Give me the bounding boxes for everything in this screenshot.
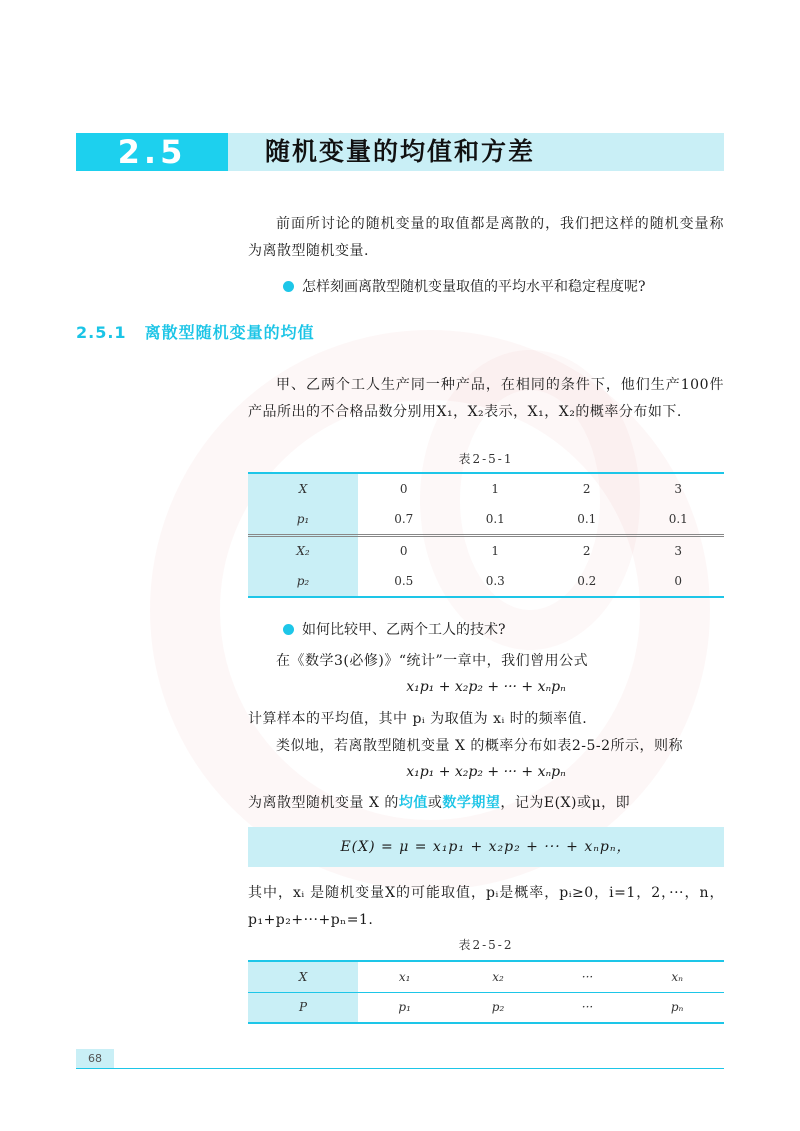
probability-table-1 (248, 472, 724, 598)
table-cell: 0.3 (450, 566, 542, 597)
table-cell: pₙ (630, 992, 724, 1023)
table-header-cell: P (248, 992, 358, 1023)
table-cell: ··· (545, 992, 631, 1023)
table-cell: xₙ (630, 961, 724, 992)
table-cell: x₂ (451, 961, 544, 992)
subsection-title: 离散型随机变量的均值 (144, 323, 315, 342)
paragraph-textbook-reference: 在《数学3(必修)》“统计”一章中，我们曾用公式 (276, 653, 589, 669)
intro-paragraph: 前面所讨论的随机变量的取值都是离散的，我们把这样的随机变量称为离散型随机变量. (248, 216, 724, 259)
table-cell: 0 (358, 473, 450, 504)
table-cell: 3 (633, 473, 725, 504)
paragraph-conditions: 其中，xᵢ 是随机变量X的可能取值，pᵢ是概率，pᵢ≥0，i=1，2，···，n，p₁+p₂+···+pₙ=1. (248, 885, 724, 928)
paragraph-definition (248, 790, 724, 817)
table-cell: 3 (633, 535, 725, 566)
table-cell: 0.7 (394, 511, 414, 526)
table-cell: 0.1 (485, 511, 505, 526)
table-cell: ··· (545, 961, 631, 992)
term-mean: 均值 (398, 795, 428, 811)
table-header-cell: p₂ (248, 566, 358, 597)
bullet-icon (283, 281, 294, 292)
table-cell: 0 (633, 566, 725, 597)
table-1-caption: 表2-5-1 (458, 452, 514, 466)
section-title: 随机变量的均值和方差 (265, 137, 536, 166)
subsection-number: 2.5.1 (76, 323, 127, 342)
table-cell: p₂ (451, 992, 544, 1023)
definition-text: 为离散型随机变量 X 的 (248, 795, 399, 811)
table-cell: 2 (541, 473, 633, 504)
probability-table-2 (248, 960, 724, 1024)
table-cell: 0 (358, 535, 450, 566)
table-header-cell: X (248, 961, 358, 992)
table-cell: 1 (450, 473, 542, 504)
definition-text: ，记为E(X)或μ，即 (500, 795, 631, 811)
table-header-cell: X (248, 473, 358, 504)
table-row (248, 961, 724, 992)
question-1-text: 怎样刻画离散型随机变量取值的平均水平和稳定程度呢? (302, 279, 646, 295)
formula-expectation-sum: x₁p₁ + x₂p₂ + ··· + xₙpₙ (406, 764, 566, 780)
table-cell: 0.1 (668, 511, 688, 526)
table-header-cell: p₁ (248, 504, 358, 535)
section-number: 2.5 (76, 133, 228, 171)
table-cell: 1 (450, 535, 542, 566)
question-2 (283, 619, 506, 641)
table-row (248, 566, 724, 597)
page-number: 68 (76, 1049, 114, 1069)
formula-sample-mean: x₁p₁ + x₂p₂ + ··· + xₙpₙ (406, 679, 566, 695)
bullet-icon (283, 624, 294, 635)
definition-text: 或 (427, 795, 443, 811)
table-cell: p₁ (358, 992, 451, 1023)
table-row (248, 535, 724, 566)
table-cell: 0.2 (541, 566, 633, 597)
question-2-text: 如何比较甲、乙两个工人的技术? (302, 622, 506, 638)
subsection-heading (76, 320, 315, 343)
table-cell: 0.5 (358, 566, 450, 597)
table-2-caption: 表2-5-2 (458, 938, 514, 952)
table-header-cell: X₂ (248, 535, 358, 566)
expectation-formula-box: E(X) = μ = x₁p₁ + x₂p₂ + ··· + xₙpₙ， (248, 827, 724, 867)
table-cell: x₁ (358, 961, 451, 992)
paragraph-similarly: 类似地，若离散型随机变量 X 的概率分布如表2-5-2所示，则称 (276, 738, 684, 754)
table-cell: 2 (541, 535, 633, 566)
footer-divider (76, 1068, 724, 1069)
term-expectation: 数学期望 (442, 795, 501, 811)
paragraph-workers: 甲、乙两个工人生产同一种产品，在相同的条件下，他们生产100件产品所出的不合格品数分别用X₁，X₂表示，X₁，X₂的概率分布如下. (248, 377, 724, 420)
table-row (248, 473, 724, 504)
paragraph-frequency: 计算样本的平均值，其中 pᵢ 为取值为 xᵢ 时的频率值. (248, 711, 588, 727)
table-row (248, 992, 724, 1023)
table-cell: 0.1 (577, 511, 597, 526)
question-1 (283, 276, 646, 298)
table-row (248, 504, 724, 535)
